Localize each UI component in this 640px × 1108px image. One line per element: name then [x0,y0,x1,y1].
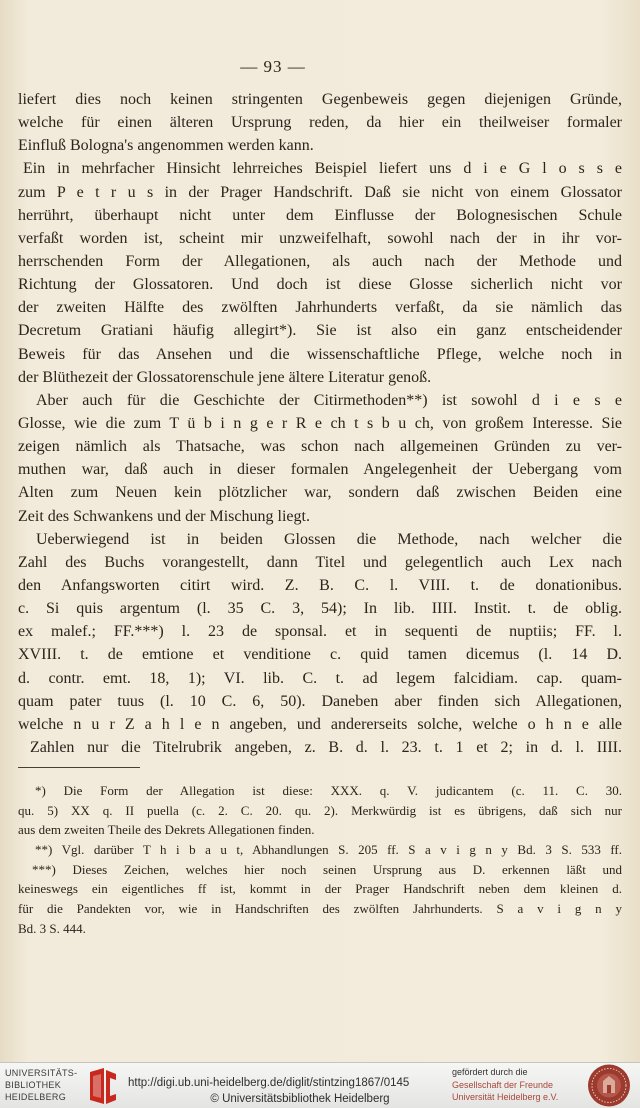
text-line: herrührt, überhaupt nicht unter dem Einflusse der Bolognesischen Schule [18,206,622,224]
text-line: Glosse, wie die zum T ü b i n g e r R e ch t s b u ch, von großem Interesse. Sie [18,414,622,432]
sponsor-line: gefördert durch die [452,1067,528,1077]
text-line: Zahlen nur die Titelrubrik angeben, z. B. d. l. 23. t. 1 et 2; in d. l. IIII. [30,738,622,756]
sponsor-line: Universität Heidelberg e.V. [452,1092,559,1102]
text-line: zeigen nämlich als Thatsache, was schon nach allgemeinen Gründen zu ver- [18,438,622,456]
text-line: Einfluß Bologna's angenommen werden kann. [18,137,314,155]
text-line: zum P e t r u s in der Prager Handschrift. Daß sie nicht von einem Glossator [18,183,622,201]
text-line: Richtung der Glossatoren. Und doch ist diese Glosse sicherlich nicht vor [18,276,622,294]
text-line: ex malef.; FF.***) l. 23 de sponsal. et in sequenti de nuptiis; FF. l. [18,623,622,641]
footnotes [18,781,622,939]
page-number: — 93 — [240,57,306,76]
text-line: liefert dies noch keinen stringenten Gegenbeweis gegen diejenigen Gründe, [18,91,622,108]
text-line: herrschenden Form der Allegationen, als auch nach der Methode und [18,252,622,270]
footnote-line: Bd. 3 S. 444. [18,920,86,936]
footnote-line: ***) Dieses Zeichen, welches hier noch seinen Ursprung aus D. erkennen läßt und [32,861,622,877]
document-url-link[interactable]: http://digi.ub.uni-heidelberg.de/diglit/stintzing1867/0145 [128,1077,410,1089]
library-name-line: BIBLIOTHEK [5,1080,62,1090]
text-line: welche für einen älteren Ursprung reden, da hier ein theilweiser formaler [18,114,622,132]
body-text [18,88,622,759]
library-name [5,1067,85,1103]
text-line: d. contr. emt. 18, 1); VI. lib. C. t. ad legem falcidiam. cap. quam- [18,669,622,687]
sponsor-text [452,1066,580,1104]
library-name-line: UNIVERSITÄTS- [5,1068,78,1078]
text-line: Aber auch für die Geschichte der Citirmethoden**) ist sowohl d i e s e [36,391,622,409]
footnote-line: qu. 5) XX q. II puella (c. 2. C. 20. qu. 2). Merkwürdig ist es übrigens, daß sich nur [18,802,622,818]
text-line: Beweis für das Ansehen und die wissenschaftliche Pflege, welche noch in [18,345,622,363]
library-footer [0,1062,640,1108]
text-line: XVIII. t. de emtione et venditione c. quid tamen dicemus (l. 14 D. [18,646,622,664]
text-line: Zeit des Schwankens und der Mischung liegt. [18,507,310,525]
footnote-line: aus dem zweiten Theile des Dekrets Allegationen finden. [18,822,315,838]
text-line: der zweiten Hälfte des zwölften Jahrhunderts verfaßt, da sie nämlich das [18,299,622,317]
text-line: Alten zum Neuen kein plötzlicher war, sondern daß zwischen Beiden eine [18,484,622,502]
text-line: Ein in mehrfacher Hinsicht lehrreiches Beispiel liefert uns d i e G l o s s e [23,160,622,178]
sponsor-line: Gesellschaft der Freunde [452,1079,554,1090]
text-line: c. Si quis argentum (l. 35 C. 3, 54); In lib. IIII. Instit. t. de oblig. [18,600,622,618]
library-name-line: HEIDELBERG [5,1092,67,1102]
text-line: Ueberwiegend ist in beiden Glossen die Methode, nach welcher die [36,530,622,548]
text-line: welche n u r Z a h l e n angeben, und andererseits solche, welche o h n e alle [18,715,622,733]
library-logo-icon [86,1066,120,1106]
footnote-line: *) Die Form der Allegation ist diese: XXX. q. V. judicantem (c. 11. C. 30. [35,783,622,798]
text-line: verfaßt worden ist, scheint mir unzweifelhaft, sowohl nach der in ihr vor- [18,229,622,247]
text-line: Zahl des Buchs vorangestellt, dann Titel und gelegentlich auch Lex nach [18,553,622,571]
text-line: quam pater tuus (l. 10 C. 6, 50). Daneben aber finden sich Allegationen, [18,692,622,710]
text-line: der Blüthezeit der Glossatorenschule jene ältere Literatur genoß. [18,368,432,386]
text-line: den Anfangsworten citirt wird. Z. B. C. l. VIII. t. de donationibus. [18,576,622,594]
university-seal-icon [585,1063,633,1108]
text-line: Decretum Gratiani häufig allegirt*). Sie ist also ein ganz entscheidender [18,322,622,340]
footnote-separator [18,767,140,768]
footnote-line: **) Vgl. darüber T h i b a u t, Abhandlungen S. 205 ff. S a v i g n y Bd. 3 S. 533 ff. [35,842,622,858]
footnote-line: für die Pandekten vor, wie in Handschriften des zwölften Jahrhunderts. S a v i g n y [18,901,622,917]
copyright-text: © Universitätsbibliothek Heidelberg [210,1093,390,1105]
footnote-line: keineswegs ein eigentliches ff ist, kommt in der Prager Handschrift neben dem kleinen d. [18,881,622,897]
text-line: muthen war, daß auch in dieser formalen Angelegenheit der Uebergang vom [18,461,622,479]
